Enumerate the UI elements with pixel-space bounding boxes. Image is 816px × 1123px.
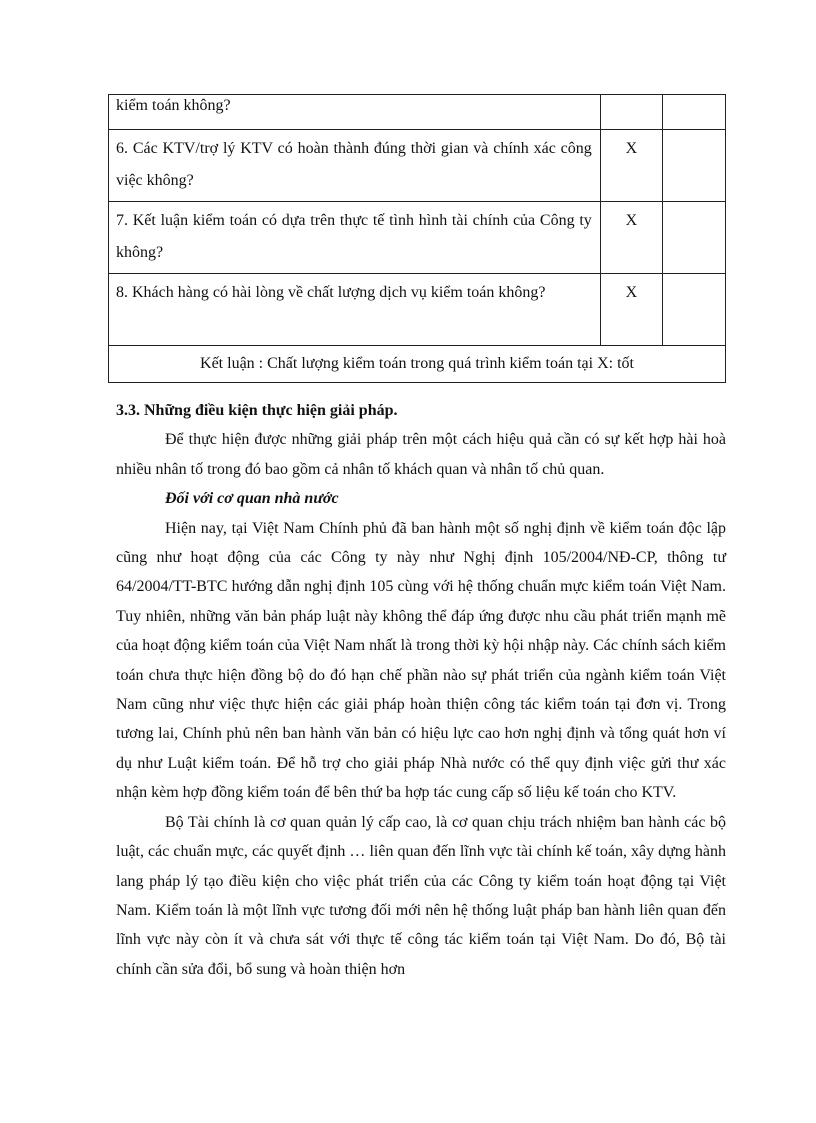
question-cell: kiểm toán không?: [109, 95, 601, 130]
no-mark-cell: [663, 95, 726, 130]
quality-checklist-table: [108, 94, 726, 383]
section-heading: 3.3. Những điều kiện thực hiện giải pháp.: [116, 402, 398, 419]
table-row: [109, 274, 726, 346]
no-mark-cell: [663, 202, 726, 274]
intro-paragraph: Để thực hiện được những giải pháp trên một cách hiệu quả cần có sự kết hợp hài hoà nhiều nhân tố trong đó bao gồm cả nhân tố khách quan và nhân tố chủ quan.: [116, 431, 726, 478]
yes-mark-cell: X: [600, 130, 662, 202]
table-row: [109, 95, 726, 130]
yes-mark-cell: X: [600, 202, 662, 274]
yes-mark-cell: X: [600, 274, 662, 346]
yes-mark-cell: [600, 95, 662, 130]
table-row: [109, 202, 726, 274]
no-mark-cell: [663, 274, 726, 346]
question-cell: 8. Khách hàng có hài lòng về chất lượng dịch vụ kiểm toán không?: [109, 274, 601, 346]
conclusion-cell: Kết luận : Chất lượng kiểm toán trong quá trình kiểm toán tại X: tốt: [109, 346, 726, 383]
body-text: [116, 396, 726, 984]
question-cell: 6. Các KTV/trợ lý KTV có hoàn thành đúng thời gian và chính xác công việc không?: [109, 130, 601, 202]
subsection-heading: Đối với cơ quan nhà nước: [165, 490, 339, 508]
no-mark-cell: [663, 130, 726, 202]
paragraph: Hiện nay, tại Việt Nam Chính phủ đã ban hành một số nghị định về kiểm toán độc lập cũng như hoạt động của các Công ty này như Nghị định 105/2004/NĐ-CP, thông tư 64/2004/TT-BTC hướng dẫn nghị định 105 cùng với hệ thống chuẩn mực kiểm toán Việt Nam. Tuy nhiên, những văn bản pháp luật này không thể đáp ứng được nhu cầu phát triển mạnh mẽ của hoạt động kiểm toán của Việt Nam nhất là trong thời kỳ hội nhập này. Các chính sách kiểm toán chưa thực hiện đồng bộ do đó hạn chế phần nào sự phát triển của ngành kiểm toán Việt Nam cũng như việc thực hiện các giải pháp hoàn thiện công tác kiểm toán tại đơn vị. Trong tương lai, Chính phủ nên ban hành văn bản có hiệu lực cao hơn nghị định và tổng quát hơn ví dụ như Luật kiểm toán. Để hỗ trợ cho giải pháp Nhà nước có thể quy định việc gửi thư xác nhận kèm hợp đồng kiểm toán để bên thứ ba hợp tác cung cấp số liệu kế toán cho KTV.: [116, 519, 726, 802]
question-cell: 7. Kết luận kiểm toán có dựa trên thực tế tình hình tài chính của Công ty không?: [109, 202, 601, 274]
paragraph: Bộ Tài chính là cơ quan quản lý cấp cao, là cơ quan chịu trách nhiệm ban hành các bộ luật, các chuẩn mực, các quyết định … liên quan đến lĩnh vực tài chính kế toán, xây dựng hành lang pháp lý tạo điều kiện cho việc phát triển của các Công ty kiểm toán hoạt động tại Việt Nam. Kiểm toán là một lĩnh vực tương đối mới nên hệ thống luật pháp ban hành liên quan đến lĩnh vực này còn ít và chưa sát với thực tế công tác kiểm toán tại Việt Nam. Do đó, Bộ tài chính cần sửa đổi, bổ sung và hoàn thiện hơn: [116, 813, 726, 978]
table-row: [109, 130, 726, 202]
table-conclusion-row: [109, 346, 726, 383]
